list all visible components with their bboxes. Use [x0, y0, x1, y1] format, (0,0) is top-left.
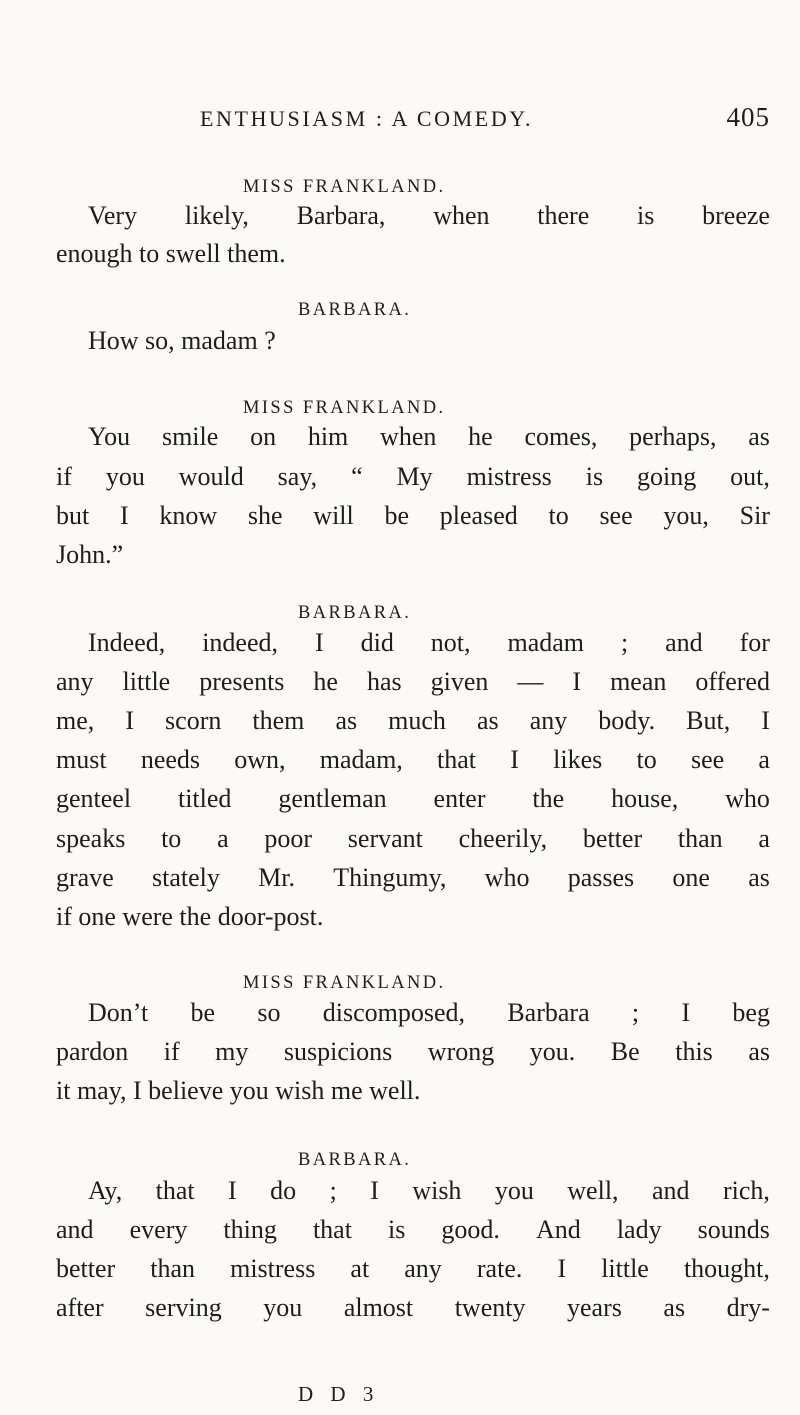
word: at: [350, 1254, 370, 1283]
speaker-name: MISS FRANKLAND.: [243, 398, 446, 418]
word: this: [675, 1037, 713, 1066]
word: there: [537, 201, 590, 230]
word: to: [548, 501, 569, 530]
word: ;: [631, 998, 640, 1027]
word: breeze: [702, 201, 770, 230]
text-line: [56, 1256, 770, 1282]
word: and: [56, 1215, 94, 1244]
word: see: [690, 745, 725, 774]
speaker-name: MISS FRANKLAND.: [243, 177, 446, 197]
word: serving: [145, 1293, 222, 1322]
word: I: [370, 1176, 379, 1205]
text-line: [56, 865, 770, 891]
word: as: [748, 863, 770, 892]
text-line: [56, 1217, 770, 1243]
word: perhaps,: [629, 422, 717, 451]
word: as: [335, 706, 358, 735]
text-line: [88, 424, 770, 450]
word: scorn: [165, 706, 222, 735]
text-line: [88, 1000, 770, 1026]
word: you: [263, 1293, 303, 1322]
word: stately: [152, 863, 220, 892]
word: that: [437, 745, 477, 774]
signature-mark: D D 3: [298, 1382, 380, 1406]
word: than: [150, 1254, 196, 1283]
word: ;: [329, 1176, 337, 1205]
word: Thingumy,: [333, 863, 447, 892]
word: I: [681, 998, 691, 1027]
word: any: [404, 1254, 442, 1283]
speaker-name: BARBARA.: [298, 603, 412, 623]
word: I: [572, 667, 582, 696]
word: Barbara,: [296, 201, 386, 230]
word: own,: [234, 745, 286, 774]
word: enter: [433, 784, 486, 813]
word: and: [651, 1176, 690, 1205]
word: so: [257, 998, 281, 1027]
word: smile: [161, 422, 219, 451]
word: —: [517, 667, 544, 696]
word: and: [665, 628, 703, 657]
word: will: [313, 501, 354, 530]
word: passes: [567, 863, 635, 892]
word: not,: [430, 628, 471, 657]
word: needs: [140, 745, 201, 774]
word: as: [748, 1037, 770, 1066]
word: must: [56, 745, 107, 774]
word: rate.: [476, 1254, 523, 1283]
word: I: [125, 706, 134, 735]
word: madam,: [319, 745, 403, 774]
word: who: [725, 784, 770, 813]
word: little: [601, 1254, 649, 1283]
word: grave: [56, 863, 114, 892]
word: for: [739, 628, 770, 657]
word: well,: [567, 1176, 619, 1205]
word: be: [190, 998, 216, 1027]
word: as: [476, 706, 499, 735]
word: speaks: [56, 824, 126, 853]
word: Ay,: [88, 1176, 123, 1205]
word: is: [388, 1215, 406, 1244]
word: wrong: [427, 1037, 495, 1066]
word: pardon: [56, 1037, 129, 1066]
word: know: [159, 501, 218, 530]
word: if: [163, 1037, 180, 1066]
word: than: [677, 824, 723, 853]
word: on: [250, 422, 277, 451]
page-number: 405: [726, 102, 770, 132]
text-line: enough to swell them.: [56, 239, 286, 268]
word: My: [396, 462, 433, 491]
word: ;: [620, 628, 629, 657]
word: say,: [277, 462, 318, 491]
word: you,: [663, 501, 709, 530]
word: he: [468, 422, 493, 451]
word: I: [119, 501, 129, 530]
word: discomposed,: [322, 998, 466, 1027]
word: mistress: [230, 1254, 316, 1283]
word: offered: [695, 667, 770, 696]
word: wish: [412, 1176, 462, 1205]
word: any: [56, 667, 94, 696]
word: titled: [177, 784, 232, 813]
word: a: [217, 824, 229, 853]
word: is: [637, 201, 655, 230]
text-line: [56, 1295, 770, 1321]
word: genteel: [56, 784, 132, 813]
word: Mr.: [258, 863, 295, 892]
word: thought,: [683, 1254, 770, 1283]
word: But,: [686, 706, 731, 735]
word: better: [56, 1254, 116, 1283]
word: Don’t: [88, 998, 149, 1027]
word: you: [105, 462, 145, 491]
word: thing: [223, 1215, 277, 1244]
text-line: it may, I believe you wish me well.: [56, 1076, 421, 1105]
word: better: [582, 824, 643, 853]
word: And: [535, 1215, 581, 1244]
speaker-name: BARBARA.: [298, 300, 412, 320]
text-line: [56, 1039, 770, 1065]
word: Barbara: [507, 998, 590, 1027]
word: suspicions: [283, 1037, 393, 1066]
word: indeed,: [202, 628, 279, 657]
word: likes: [553, 745, 603, 774]
running-title: ENTHUSIASM : A COMEDY.: [200, 106, 534, 131]
word: mistress: [466, 462, 552, 491]
word: Be: [610, 1037, 640, 1066]
word: almost: [343, 1293, 414, 1322]
word: when: [380, 422, 437, 451]
word: madam: [507, 628, 584, 657]
word: years: [567, 1293, 622, 1322]
word: she: [247, 501, 283, 530]
text-line: [56, 669, 770, 695]
word: do: [270, 1176, 297, 1205]
text-line: [88, 203, 770, 229]
text-line: How so, madam ?: [88, 326, 276, 355]
running-head: [150, 102, 770, 136]
word: You: [88, 422, 131, 451]
word: my: [215, 1037, 249, 1066]
text-line: if one were the door-post.: [56, 902, 324, 931]
word: who: [484, 863, 530, 892]
word: beg: [732, 998, 770, 1027]
text-line: [56, 826, 770, 852]
word: presents: [199, 667, 285, 696]
word: has: [366, 667, 402, 696]
word: comes,: [524, 422, 598, 451]
word: poor: [264, 824, 313, 853]
word: likely,: [184, 201, 249, 230]
word: I: [228, 1176, 237, 1205]
word: dry-: [726, 1293, 770, 1322]
word: be: [384, 501, 410, 530]
word: would: [178, 462, 244, 491]
text-line: John.”: [56, 540, 124, 569]
word: a: [758, 824, 770, 853]
text-line: [88, 630, 770, 656]
word: me,: [56, 706, 95, 735]
word: a: [758, 745, 770, 774]
speaker-name: BARBARA.: [298, 1150, 412, 1170]
word: little: [122, 667, 171, 696]
word: every: [129, 1215, 188, 1244]
word: cheerily,: [458, 824, 548, 853]
word: servant: [347, 824, 423, 853]
text-line: [56, 708, 770, 734]
word: the: [532, 784, 565, 813]
text-line: [56, 747, 770, 773]
word: to: [636, 745, 657, 774]
word: much: [388, 706, 446, 735]
word: to: [161, 824, 182, 853]
word: sounds: [697, 1215, 770, 1244]
word: “: [351, 462, 363, 491]
word: see: [599, 501, 633, 530]
word: you: [494, 1176, 534, 1205]
word: body.: [598, 706, 656, 735]
word: any: [529, 706, 568, 735]
word: Very: [88, 201, 138, 230]
word: that: [155, 1176, 195, 1205]
word: pleased: [439, 501, 518, 530]
word: mean: [610, 667, 667, 696]
word: as: [663, 1293, 686, 1322]
word: I: [314, 628, 324, 657]
text-line: [56, 503, 770, 529]
word: twenty: [454, 1293, 526, 1322]
text-line: [56, 786, 770, 812]
word: I: [761, 706, 770, 735]
word: Indeed,: [88, 628, 166, 657]
word: as: [748, 422, 770, 451]
word: if: [56, 462, 72, 491]
word: out,: [730, 462, 770, 491]
word: gentleman: [278, 784, 387, 813]
word: but: [56, 501, 90, 530]
word: rich,: [722, 1176, 770, 1205]
text-line: [56, 464, 770, 490]
word: I: [557, 1254, 567, 1283]
word: is: [585, 462, 604, 491]
word: he: [313, 667, 338, 696]
word: given: [430, 667, 489, 696]
word: did: [360, 628, 394, 657]
word: one: [672, 863, 710, 892]
word: going: [637, 462, 697, 491]
word: I: [510, 745, 519, 774]
word: you.: [529, 1037, 576, 1066]
word: that: [312, 1215, 352, 1244]
word: after: [56, 1293, 104, 1322]
word: them: [252, 706, 305, 735]
text-line: [88, 1178, 770, 1204]
word: house,: [611, 784, 679, 813]
word: him: [307, 422, 349, 451]
word: lady: [616, 1215, 662, 1244]
word: good.: [441, 1215, 500, 1244]
speaker-name: MISS FRANKLAND.: [243, 973, 446, 993]
word: when: [433, 201, 490, 230]
word: Sir: [739, 501, 770, 530]
